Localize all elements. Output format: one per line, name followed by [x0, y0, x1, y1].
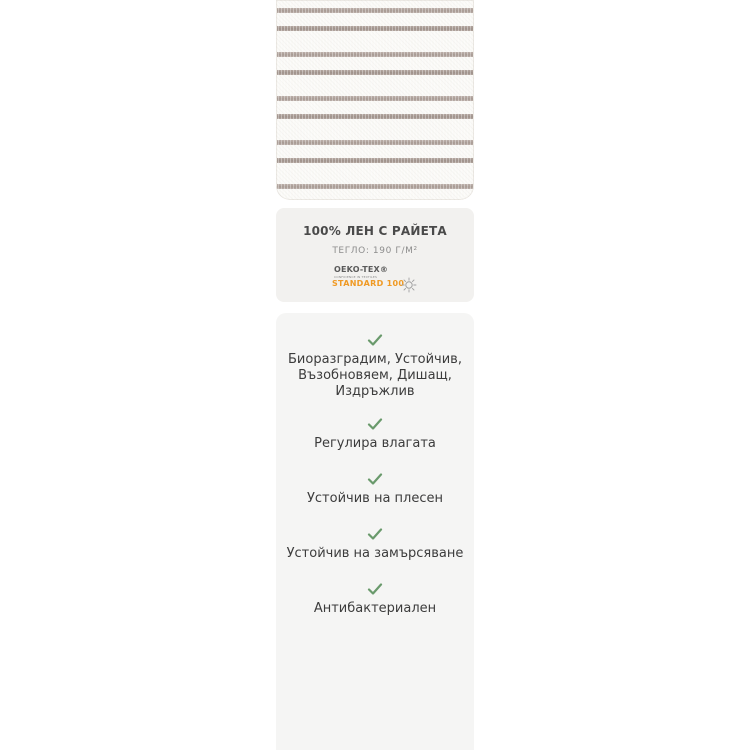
fabric-info-card	[276, 208, 474, 302]
feature-text: Устойчив на плесен	[306, 491, 444, 506]
check-icon	[367, 472, 383, 486]
fabric-swatch-image	[276, 0, 474, 200]
fabric-title: 100% ЛЕН С РАЙЕТА	[303, 224, 447, 238]
feature-text: Антибактериален	[313, 601, 437, 616]
oeko-tex-sun-icon	[401, 277, 417, 293]
feature-item	[276, 333, 474, 400]
check-icon	[367, 417, 383, 431]
feature-item	[276, 527, 474, 562]
feature-text: Регулира влагата	[314, 436, 436, 451]
oeko-tex-logo	[332, 265, 420, 297]
oeko-tex-standard: STANDARD 100	[332, 279, 405, 288]
check-icon	[367, 582, 383, 596]
feature-text: Биоразградим, Устойчив, Възобновяем, Дишащ, Издръжлив	[288, 352, 462, 399]
fabric-texture	[276, 0, 474, 200]
feature-item	[276, 582, 474, 617]
check-icon	[367, 527, 383, 541]
fabric-weight: ТЕГЛО: 190 Г/М²	[332, 246, 418, 256]
feature-item	[276, 472, 474, 507]
features-card	[276, 313, 474, 750]
oeko-tex-name: OEKO-TEX®	[334, 265, 389, 274]
check-icon	[367, 333, 383, 347]
feature-item	[276, 417, 474, 452]
feature-text: Устойчив на замърсяване	[286, 546, 464, 561]
oeko-tex-tagline: CONFIDENCE IN TEXTILES	[334, 275, 378, 279]
